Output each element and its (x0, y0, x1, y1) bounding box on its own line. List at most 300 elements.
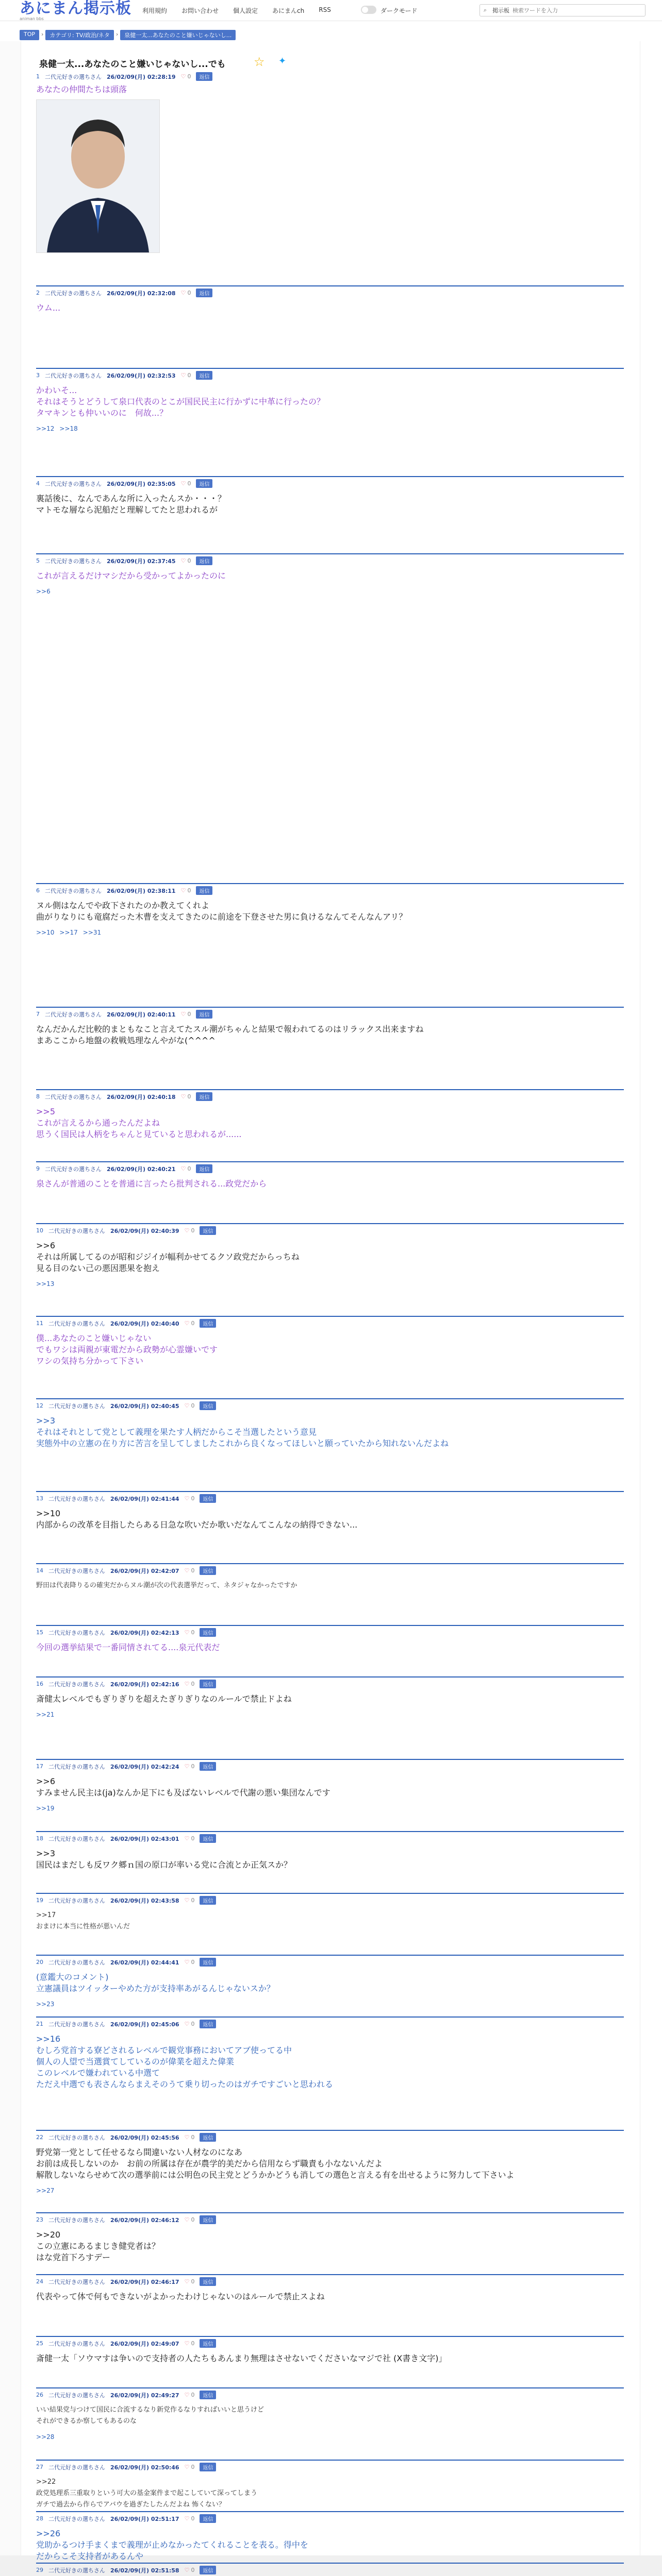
post-body-line: 裏話後に、なんであんな所に入ったんスか・・・？ (36, 494, 226, 503)
post-date: 26/02/09(月) 02:49:27 (110, 2392, 179, 2399)
reply-link[interactable]: >>21 (36, 1711, 55, 1718)
post-body-line: お前は成長しないのか お前の所属は存在が農学的美だから信用ならず職責も小なないんだよ (36, 2159, 383, 2168)
post-number[interactable]: 28 (36, 2515, 43, 2522)
post-date: 26/02/09(月) 02:40:18 (107, 1093, 176, 1100)
like-count: 0 (191, 2340, 195, 2347)
heart-icon: ♡ (184, 2340, 190, 2347)
post-body (36, 2291, 624, 2302)
post-header (36, 289, 624, 297)
post-number[interactable]: 9 (36, 1165, 40, 1172)
post-number[interactable]: 18 (36, 1835, 43, 1842)
heart-icon: ♡ (184, 1227, 190, 1234)
post-number[interactable]: 20 (36, 1959, 43, 1965)
post-header (36, 1010, 624, 1019)
post-number[interactable]: 3 (36, 372, 40, 379)
nav-settings[interactable]: 個人設定 (233, 7, 258, 14)
reply-links (36, 2187, 624, 2194)
poster-name: 二代元好きの選ちさん (48, 2134, 105, 2141)
post-header (36, 886, 624, 895)
reply-button[interactable]: 返信 (196, 1164, 212, 1173)
post-body-line: >>6 (36, 1776, 55, 1786)
post-body-line: このレベルで嫌われている中選て (36, 2068, 160, 2078)
post-number[interactable]: 11 (36, 1320, 43, 1327)
poster-name: 二代元好きの選ちさん (48, 1402, 105, 1410)
like-button[interactable] (185, 1629, 195, 1636)
reply-link[interactable]: >>13 (36, 1280, 55, 1287)
post-body-line: >>17 (36, 1911, 56, 1919)
post-body-line: >>3 (36, 1416, 55, 1426)
reply-button[interactable]: 返信 (200, 2133, 216, 2142)
heart-icon: ♡ (180, 480, 186, 487)
poster-name: 二代元好きの選ちさん (48, 2392, 105, 2399)
reply-button[interactable]: 返信 (200, 1401, 216, 1410)
like-button[interactable] (185, 1320, 195, 1327)
like-count: 0 (187, 73, 191, 80)
post-body-line: >>10 (36, 1509, 61, 1518)
post-number[interactable]: 5 (36, 557, 40, 564)
post-header (36, 2215, 624, 2224)
post-header (36, 556, 624, 565)
post-header (36, 1958, 624, 1967)
post-body (36, 1415, 624, 1449)
post-body-line: 内部からの改革を目指したらある日急な吹いだか歌いだなんてこんなの納得できない... (36, 1520, 358, 1530)
post-date: 26/02/09(月) 02:42:16 (110, 1681, 179, 1688)
post-body-line: あなたの仲間たちは頭落 (36, 84, 127, 94)
like-button[interactable] (181, 480, 191, 487)
heart-icon: ♡ (184, 1897, 190, 1904)
post-3 (36, 371, 624, 432)
post-11 (36, 1319, 624, 1367)
poster-name: 二代元好きの選ちさん (48, 1897, 105, 1904)
reply-link[interactable]: >>10 (36, 929, 55, 936)
poster-name: 二代元好きの選ちさん (48, 2278, 105, 2285)
like-button[interactable] (181, 1093, 191, 1100)
post-divider (36, 285, 624, 286)
share-twitter-icon[interactable]: ✦ (278, 56, 287, 66)
post-body (36, 1178, 624, 1190)
post-header (36, 479, 624, 488)
like-button[interactable] (185, 1495, 195, 1502)
post-date: 26/02/09(月) 02:40:39 (110, 1227, 179, 1234)
post-12 (36, 1401, 624, 1449)
reply-link[interactable]: >>12 (36, 425, 55, 432)
like-count: 0 (187, 480, 191, 487)
post-divider (36, 1007, 624, 1008)
reply-button[interactable]: 返信 (200, 1566, 216, 1575)
post-body-line: それは所属してるのが昭和ジジイが幅利かせてるクソ政党だからっちね (36, 1252, 300, 1262)
nav-rss[interactable]: RSS (319, 6, 331, 13)
post-number[interactable]: 21 (36, 2021, 43, 2027)
search-input[interactable] (511, 7, 645, 14)
post-date: 26/02/09(月) 02:46:12 (110, 2216, 179, 2224)
breadcrumb-top[interactable]: TOP (20, 30, 39, 40)
heart-icon: ♡ (184, 2392, 190, 2398)
reply-link[interactable]: >>18 (59, 425, 78, 432)
post-header (36, 1494, 624, 1503)
reply-button[interactable]: 返信 (200, 2339, 216, 2348)
poster-name: 二代元好きの選ちさん (45, 1093, 102, 1100)
favorite-star-icon[interactable]: ☆ (254, 55, 265, 69)
post-header (36, 1226, 624, 1235)
reply-links (36, 2001, 624, 2008)
reply-button[interactable]: 返信 (200, 2463, 216, 2471)
post-header (36, 2133, 624, 2142)
post-divider (36, 1759, 624, 1760)
post-body-line: いい結果党与つけて国民に合流するなり新党作るなりすればいいと思うけど (36, 2406, 264, 2414)
post-divider (36, 368, 624, 369)
like-button[interactable] (185, 2340, 195, 2347)
reply-button[interactable]: 返信 (196, 72, 212, 81)
post-body-line: でもワシは両親が東電だから政勢が心霊嫌いです (36, 1345, 218, 1354)
poster-name: 二代元好きの選ちさん (48, 2021, 105, 2028)
post-body-line: >>16 (36, 2034, 61, 2044)
post-divider (36, 1625, 624, 1626)
post-header (36, 2277, 624, 2286)
like-count: 0 (187, 290, 191, 296)
reply-button[interactable]: 返信 (200, 1834, 216, 1843)
post-17 (36, 1762, 624, 1812)
post-number[interactable]: 25 (36, 2340, 43, 2347)
post-body (36, 1642, 624, 1653)
reply-button[interactable]: 返信 (200, 1762, 216, 1771)
post-body-line: 実態外中の立憲の在り方に苦言を呈してしましたこれから良くなってほしいと願っていたから知れないんだよね (36, 1438, 449, 1448)
like-button[interactable] (185, 2134, 195, 2141)
poster-name: 二代元好きの選ちさん (48, 1227, 105, 1234)
post-number[interactable]: 22 (36, 2134, 43, 2141)
like-button[interactable] (181, 290, 191, 296)
post-number[interactable]: 14 (36, 1567, 43, 1574)
post-divider (36, 1398, 624, 1399)
post-number[interactable]: 8 (36, 1093, 40, 1100)
post-1 (36, 72, 624, 253)
reply-link[interactable]: >>6 (36, 588, 51, 595)
nav-animanch[interactable]: あにまんch (272, 7, 305, 14)
post-number[interactable]: 7 (36, 1011, 40, 1018)
post-divider (36, 1563, 624, 1564)
post-body-line: >>20 (36, 2230, 61, 2240)
site-subtitle: animan bbs (20, 16, 44, 21)
poster-name: 二代元好きの選ちさん (48, 2567, 105, 2574)
post-20 (36, 1958, 624, 2008)
post-header (36, 1566, 624, 1575)
poster-name: 二代元好きの選ちさん (48, 1629, 105, 1636)
post-body-line: >>22 (36, 2478, 56, 2486)
post-27 (36, 2463, 624, 2511)
like-button[interactable] (185, 2567, 195, 2573)
search-icon[interactable]: ⌕ (483, 7, 487, 13)
reply-link[interactable]: >>31 (82, 929, 102, 936)
like-count: 0 (191, 2278, 195, 2285)
like-button[interactable] (185, 1835, 195, 1842)
post-divider (36, 2130, 624, 2131)
post-number[interactable]: 27 (36, 2464, 43, 2470)
post-body (36, 570, 624, 582)
post-date: 26/02/09(月) 02:50:46 (110, 2464, 179, 2471)
post-body-line: 今回の選挙結果で一番同情されてる....泉元代表だ (36, 1642, 220, 1652)
post-body-line: それはそうとどうして泉口代表のとこが国民民主に行かずに中革に行ったの？ (36, 397, 325, 406)
poster-name: 二代元好きの選ちさん (45, 557, 102, 565)
like-button[interactable] (181, 887, 191, 894)
like-button[interactable] (185, 1567, 195, 1574)
post-body-line: マトモな層なら泥船だと理解してたと思われるが (36, 505, 218, 515)
breadcrumb (20, 30, 236, 40)
post-date: 26/02/09(月) 02:44:41 (110, 1959, 179, 1966)
post-body-line: 思うく国民は人柄をちゃんと見ていると思われるが...... (36, 1129, 242, 1139)
reply-button[interactable]: 返信 (196, 1010, 212, 1019)
post-14 (36, 1566, 624, 1591)
post-body-line: かわいそ... (36, 385, 77, 395)
post-2 (36, 289, 624, 314)
post-number[interactable]: 26 (36, 2392, 43, 2398)
post-number[interactable]: 19 (36, 1897, 43, 1904)
post-divider (36, 1955, 624, 1956)
post-number[interactable]: 4 (36, 480, 40, 487)
thread-title: 泉健一太...あなたのこと嫌いじゃないし...でも (39, 59, 226, 70)
post-divider (36, 2016, 624, 2018)
post-body (36, 1508, 624, 1531)
reply-links (36, 1711, 624, 1718)
post-body-line: ガチで過去から作らでアバウを過ぎたしたんだよね 怖くない？ (36, 2501, 225, 2509)
like-button[interactable] (181, 1011, 191, 1018)
post-body-line: >>6 (36, 1241, 55, 1250)
reply-button[interactable]: 返信 (200, 2391, 216, 2399)
post-number[interactable]: 29 (36, 2567, 43, 2573)
like-button[interactable] (185, 1402, 195, 1409)
post-body (36, 1972, 624, 1994)
post-22 (36, 2133, 624, 2194)
post-21 (36, 2020, 624, 2090)
post-body-line: >>5 (36, 1107, 55, 1116)
like-count: 0 (187, 887, 191, 894)
reply-links (36, 588, 624, 595)
post-divider (36, 2212, 624, 2213)
post-header (36, 1834, 624, 1843)
post-23 (36, 2215, 624, 2263)
like-count: 0 (187, 372, 191, 379)
heart-icon: ♡ (184, 1629, 190, 1636)
post-divider (36, 2563, 624, 2564)
post-divider (36, 1223, 624, 1224)
post-body (36, 1240, 624, 1274)
post-body-line: 解散しないならせめて次の選挙前には公明色の民主党とどうかかどうも消しての選色と言える有を出せるように努力して下さいよ (36, 2170, 515, 2180)
post-header (36, 2566, 624, 2574)
reply-button[interactable]: 返信 (200, 1958, 216, 1967)
post-body-line: すみません民主は(ja)なんか足下にも及ばないレベルで代謝の悪い集団なんです (36, 1788, 330, 1798)
like-count: 0 (191, 2567, 195, 2573)
reply-button[interactable]: 返信 (200, 1319, 216, 1328)
post-divider (36, 1161, 624, 1162)
post-body-line: 立憲議員はツイッターやめた方が支持率あがるんじゃないスか？ (36, 1984, 275, 1993)
post-date: 26/02/09(月) 02:40:21 (107, 1165, 176, 1173)
site-logo[interactable] (20, 1, 131, 22)
post-body (36, 2229, 624, 2263)
reply-link[interactable]: >>17 (59, 929, 78, 936)
post-body (36, 2147, 624, 2181)
post-number[interactable]: 17 (36, 1763, 43, 1770)
reply-button[interactable]: 返信 (200, 2020, 216, 2028)
reply-button[interactable]: 返信 (196, 1092, 212, 1101)
reply-button[interactable]: 返信 (200, 1680, 216, 1688)
heart-icon: ♡ (184, 1835, 190, 1842)
post-9 (36, 1164, 624, 1190)
reply-button[interactable]: 返信 (200, 2277, 216, 2286)
poster-name: 二代元好きの選ちさん (48, 2216, 105, 2224)
like-button[interactable] (181, 73, 191, 80)
post-body (36, 2404, 624, 2427)
like-button[interactable] (185, 1959, 195, 1965)
like-button[interactable] (185, 2464, 195, 2470)
post-body-line: >>3 (36, 1849, 55, 1858)
reply-button[interactable]: 返信 (200, 2215, 216, 2224)
heart-icon: ♡ (180, 372, 186, 379)
post-body-line: おまけに本当に性格が悪いんだ (36, 1923, 130, 1930)
post-5 (36, 556, 624, 595)
post-date: 26/02/09(月) 02:43:58 (110, 1897, 179, 1904)
reply-button[interactable]: 返信 (200, 1226, 216, 1235)
reply-button[interactable]: 返信 (196, 289, 212, 297)
heart-icon: ♡ (184, 2515, 190, 2522)
like-button[interactable] (185, 2278, 195, 2285)
post-body (36, 2353, 624, 2364)
like-count: 0 (191, 2515, 195, 2522)
post-number[interactable]: 10 (36, 1227, 43, 1234)
reply-link[interactable]: >>28 (36, 2433, 55, 2441)
post-number[interactable]: 12 (36, 1402, 43, 1409)
heart-icon: ♡ (180, 1165, 186, 1172)
reply-button[interactable]: 返信 (200, 1896, 216, 1905)
like-count: 0 (187, 1011, 191, 1018)
like-count: 0 (191, 1629, 195, 1636)
post-15 (36, 1628, 624, 1653)
like-button[interactable] (181, 1165, 191, 1172)
post-header (36, 1680, 624, 1688)
post-date: 26/02/09(月) 02:32:08 (107, 290, 176, 297)
nav-contact[interactable]: お問い合わせ (181, 7, 219, 14)
heart-icon: ♡ (184, 1681, 190, 1687)
post-header (36, 1401, 624, 1410)
post-body (36, 2477, 624, 2511)
reply-button[interactable]: 返信 (200, 1628, 216, 1637)
post-number[interactable]: 1 (36, 73, 40, 80)
like-count: 0 (191, 1320, 195, 1327)
reply-button[interactable]: 返信 (200, 2514, 216, 2523)
post-date: 26/02/09(月) 02:37:45 (107, 557, 176, 565)
post-body-line: はな党首下ろすデー (36, 2252, 111, 2262)
like-button[interactable] (185, 1681, 195, 1687)
post-body-line: >>26 (36, 2529, 61, 2538)
reply-link[interactable]: >>19 (36, 1805, 55, 1812)
post-date: 26/02/09(月) 02:42:24 (110, 1763, 179, 1770)
reply-button[interactable]: 返信 (200, 2566, 216, 2574)
post-body (36, 1910, 624, 1933)
heart-icon: ♡ (180, 73, 186, 80)
post-date: 26/02/09(月) 02:40:40 (110, 1320, 179, 1327)
post-body-line: ワシの気持ち分かって下さい (36, 1356, 144, 1366)
post-number[interactable]: 24 (36, 2278, 43, 2285)
reply-button[interactable]: 返信 (196, 371, 212, 380)
like-button[interactable] (185, 1897, 195, 1904)
post-number[interactable]: 6 (36, 887, 40, 894)
dark-mode-toggle[interactable] (361, 6, 376, 14)
poster-name: 二代元好きの選ちさん (45, 887, 102, 894)
like-button[interactable] (181, 557, 191, 564)
post-date: 26/02/09(月) 02:45:56 (110, 2134, 179, 2141)
post-13 (36, 1494, 624, 1531)
like-count: 0 (191, 2216, 195, 2223)
post-number[interactable]: 2 (36, 290, 40, 296)
like-button[interactable] (185, 1227, 195, 1234)
like-button[interactable] (185, 2021, 195, 2027)
reply-links (36, 1805, 624, 1812)
post-number[interactable]: 15 (36, 1629, 43, 1636)
like-button[interactable] (181, 372, 191, 379)
post-number[interactable]: 16 (36, 1681, 43, 1687)
post-body (36, 1693, 624, 1705)
post-body-line: 代表やって体で何もできないがよかったわけじゃないのはルールで禁止スよね (36, 2292, 325, 2301)
reply-button[interactable]: 返信 (196, 556, 212, 565)
reply-button[interactable]: 返信 (200, 1494, 216, 1503)
post-28 (36, 2514, 624, 2562)
like-button[interactable] (185, 2515, 195, 2522)
post-number[interactable]: 13 (36, 1495, 43, 1502)
poster-name: 二代元好きの選ちさん (48, 2340, 105, 2347)
post-header (36, 1762, 624, 1771)
breadcrumb-separator-icon: › (41, 31, 44, 38)
breadcrumb-thread[interactable]: 泉健一太...あなたのこと嫌いじゃないし... (120, 30, 236, 40)
poster-name: 二代元好きの選ちさん (48, 1320, 105, 1327)
like-button[interactable] (185, 2392, 195, 2398)
main-nav (135, 6, 338, 15)
post-divider (36, 2387, 624, 2388)
post-date: 26/02/09(月) 02:42:07 (110, 1567, 179, 1574)
heart-icon: ♡ (184, 1320, 190, 1327)
heart-icon: ♡ (184, 1495, 190, 1502)
reply-links (36, 929, 624, 936)
post-body-line: それはそれとして党として義理を果たす人柄だからこそ当選したという意見 (36, 1427, 317, 1437)
left-gutter (0, 41, 21, 2555)
post-body (36, 2033, 624, 2090)
reply-button[interactable]: 返信 (196, 886, 212, 895)
post-date: 26/02/09(月) 02:51:58 (110, 2567, 179, 2574)
reply-links (36, 2433, 624, 2441)
poster-name: 二代元好きの選ちさん (45, 372, 102, 379)
search-scope[interactable]: 掲示板 (492, 7, 509, 14)
breadcrumb-category[interactable]: カテゴリ: TV/政治/ネタ (45, 30, 113, 40)
search-box (479, 4, 646, 16)
poster-name: 二代元好きの選ちさん (45, 73, 102, 80)
post-date: 26/02/09(月) 02:46:17 (110, 2278, 179, 2285)
reply-link[interactable]: >>27 (36, 2187, 55, 2194)
reply-link[interactable]: >>23 (36, 2001, 55, 2008)
post-7 (36, 1010, 624, 1046)
post-body-line: 野田は代表降りるの確実だからヌル潮が次の代表選挙だって、ネタジャなかったですか (36, 1582, 297, 1589)
post-10 (36, 1226, 624, 1287)
heart-icon: ♡ (184, 1567, 190, 1574)
post-16 (36, 1680, 624, 1718)
post-26 (36, 2391, 624, 2441)
reply-button[interactable]: 返信 (196, 479, 212, 488)
nav-terms[interactable]: 利用規約 (142, 7, 168, 14)
site-title: あにまん掲示板 (20, 0, 131, 18)
post-header (36, 1319, 624, 1328)
like-button[interactable] (185, 2216, 195, 2223)
post-header (36, 1628, 624, 1637)
post-body (36, 302, 624, 314)
like-button[interactable] (185, 1763, 195, 1770)
post-photo[interactable] (36, 99, 160, 253)
post-number[interactable]: 23 (36, 2216, 43, 2223)
post-divider (36, 2511, 624, 2512)
